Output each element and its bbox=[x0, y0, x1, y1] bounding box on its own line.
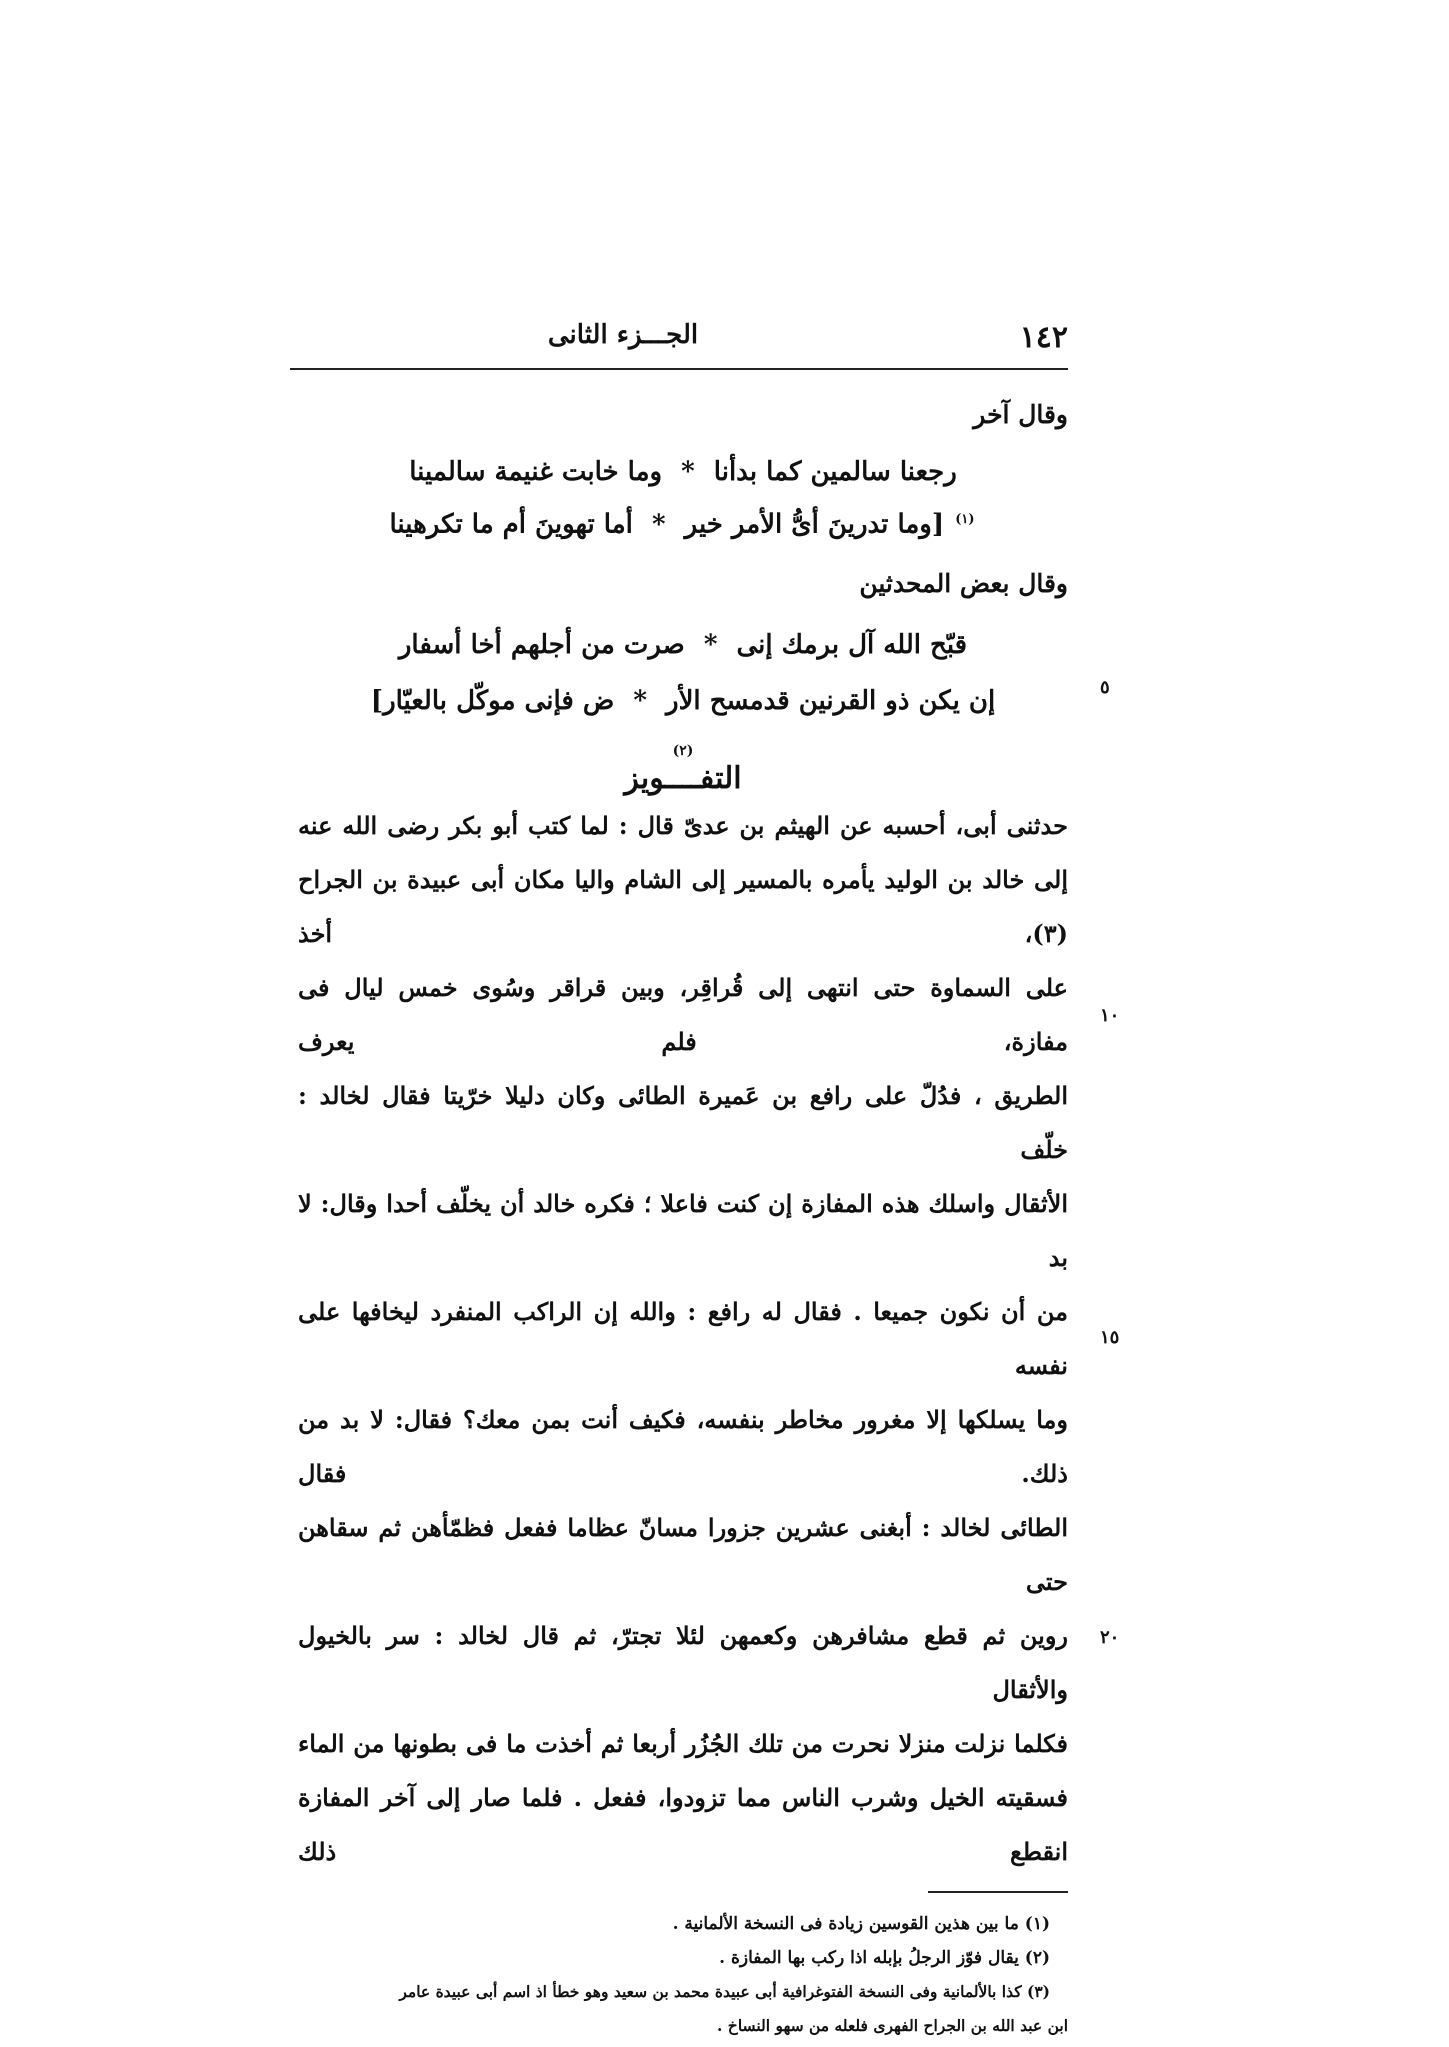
poem-1 bbox=[298, 448, 1068, 549]
page-header bbox=[298, 320, 1068, 368]
verse-separator: * bbox=[703, 629, 718, 660]
hemistich-first: رجعنا سالمين كما بدأنا bbox=[713, 457, 957, 487]
book-page bbox=[298, 320, 1068, 2043]
verse-separator: * bbox=[633, 685, 647, 716]
section-title: التفــــويز bbox=[624, 760, 742, 796]
poem-intro: وقال بعض المحدثين bbox=[859, 568, 1068, 598]
prose-line: من أن نكون جميعا . فقال له رافع : والله إن الراكب المنفرد ليخافها على نفسه bbox=[298, 1296, 1068, 1380]
poem-intro: وقال آخر bbox=[973, 400, 1068, 429]
prose-line: حدثنى أبى، أحسبه عن الهيثم بن عدىّ قال : لما كتب أبو بكر رضى الله عنه bbox=[298, 810, 1068, 840]
hemistich-second: ض فإنى موكّل بالعيّار] bbox=[370, 685, 615, 716]
prose-line: إلى خالد بن الوليد يأمره بالمسير إلى الشام واليا مكان أبى عبيدة بن الجراح (٣)، أخذ bbox=[298, 864, 1068, 948]
verse-separator: * bbox=[681, 457, 695, 487]
prose-line: وما يسلكها إلا مغرور مخاطر بنفسه، فكيف أنت بمن معك؟ فقال: لا بد من ذلك. فقال bbox=[298, 1404, 1068, 1488]
prose-line: فسقيته الخيل وشرب الناس مما تزودوا، ففعل . فلما صار إلى آخر المفازة انقطع ذلك bbox=[298, 1782, 1068, 1866]
prose-line: الطريق ، فدُلّ على رافع بن عَميرة الطائى وكان دليلا خرّيتا فقال لخالد : خلّف bbox=[298, 1080, 1068, 1164]
hemistich-first: قبّح الله آل برمك إنى bbox=[736, 629, 968, 660]
page-number: ١٤٢ bbox=[1019, 320, 1068, 355]
margin-line-number: ٥ bbox=[1100, 677, 1110, 698]
margin-line-number: ١٥ bbox=[1100, 1327, 1120, 1348]
verse-line bbox=[298, 448, 1068, 496]
footnote-ref: (٢) bbox=[672, 742, 694, 759]
prose-line: روين ثم قطع مشافرهن وكعمهن لئلا تجترّ، ثم قال لخالد : سر بالخيول والأثقال bbox=[298, 1620, 1068, 1704]
poem-2 bbox=[298, 617, 1068, 729]
prose-line: على السماوة حتى انتهى إلى قُراقِر، وبين قراقر وسُوى خمس ليال فى مفازة، فلم يعرف bbox=[298, 972, 1068, 1056]
verse-line bbox=[298, 617, 1068, 673]
running-title: الجـــزء الثانى bbox=[547, 320, 699, 350]
prose-line: الأثقال واسلك هذه المفازة إن كنت فاعلا ؛ فكره خالد أن يخلّف أحدا وقال: لا بد bbox=[298, 1188, 1068, 1272]
section-heading bbox=[298, 743, 1068, 799]
hemistich-second: وما خابت غنيمة سالمينا bbox=[409, 457, 663, 487]
prose-line: الطائى لخالد : أبغنى عشرين جزورا مسانّ عظاما ففعل فظمّأهن ثم سقاهن حتى bbox=[298, 1512, 1068, 1596]
verse-line bbox=[298, 496, 1068, 549]
verse-line bbox=[298, 673, 1068, 729]
prose-body bbox=[298, 799, 1068, 1879]
prose-line: فكلما نزلت منزلا نحرت من تلك الجُزُر أربعا ثم أخذت ما فى بطونها من الماء bbox=[298, 1728, 1069, 1758]
footnote: ابن عبد الله بن الجراح الفهرى فلعله من سهو النساخ . bbox=[717, 2015, 1068, 2035]
footnotes bbox=[298, 1907, 1068, 2043]
footnote-ref: (١) bbox=[955, 512, 975, 527]
hemistich-first: إن يكن ذو القرنين قدمسح الأر bbox=[666, 685, 996, 716]
header-rule bbox=[290, 368, 1068, 370]
footnote: (٢) يقال فوّز الرجلُ بإبله اذا ركب بها المفازة . bbox=[719, 1947, 1050, 1968]
footnote: (١) ما بين هذين القوسين زيادة فى النسخة الألمانية . bbox=[672, 1913, 1050, 1934]
hemistich-second: صرت من أجلهم أخا أسفار bbox=[398, 629, 685, 660]
hemistich-second: أما تهوينَ أم ما تكرهينا bbox=[389, 509, 633, 540]
margin-line-number: ٢٠ bbox=[1100, 1627, 1120, 1648]
verse-separator: * bbox=[651, 509, 666, 540]
footnote: (٣) كذا بالألمانية وفى النسخة الفتوغرافية أبى عبيدة محمد بن سعيد وهو خطأ اذ اسم أبى عبيدة عامر bbox=[399, 1981, 1050, 2001]
hemistich-first: [وما تدرينَ أىُّ الأمر خير bbox=[684, 509, 945, 540]
margin-line-number: ١٠ bbox=[1100, 1005, 1120, 1026]
footnote-rule bbox=[928, 1891, 1068, 1893]
